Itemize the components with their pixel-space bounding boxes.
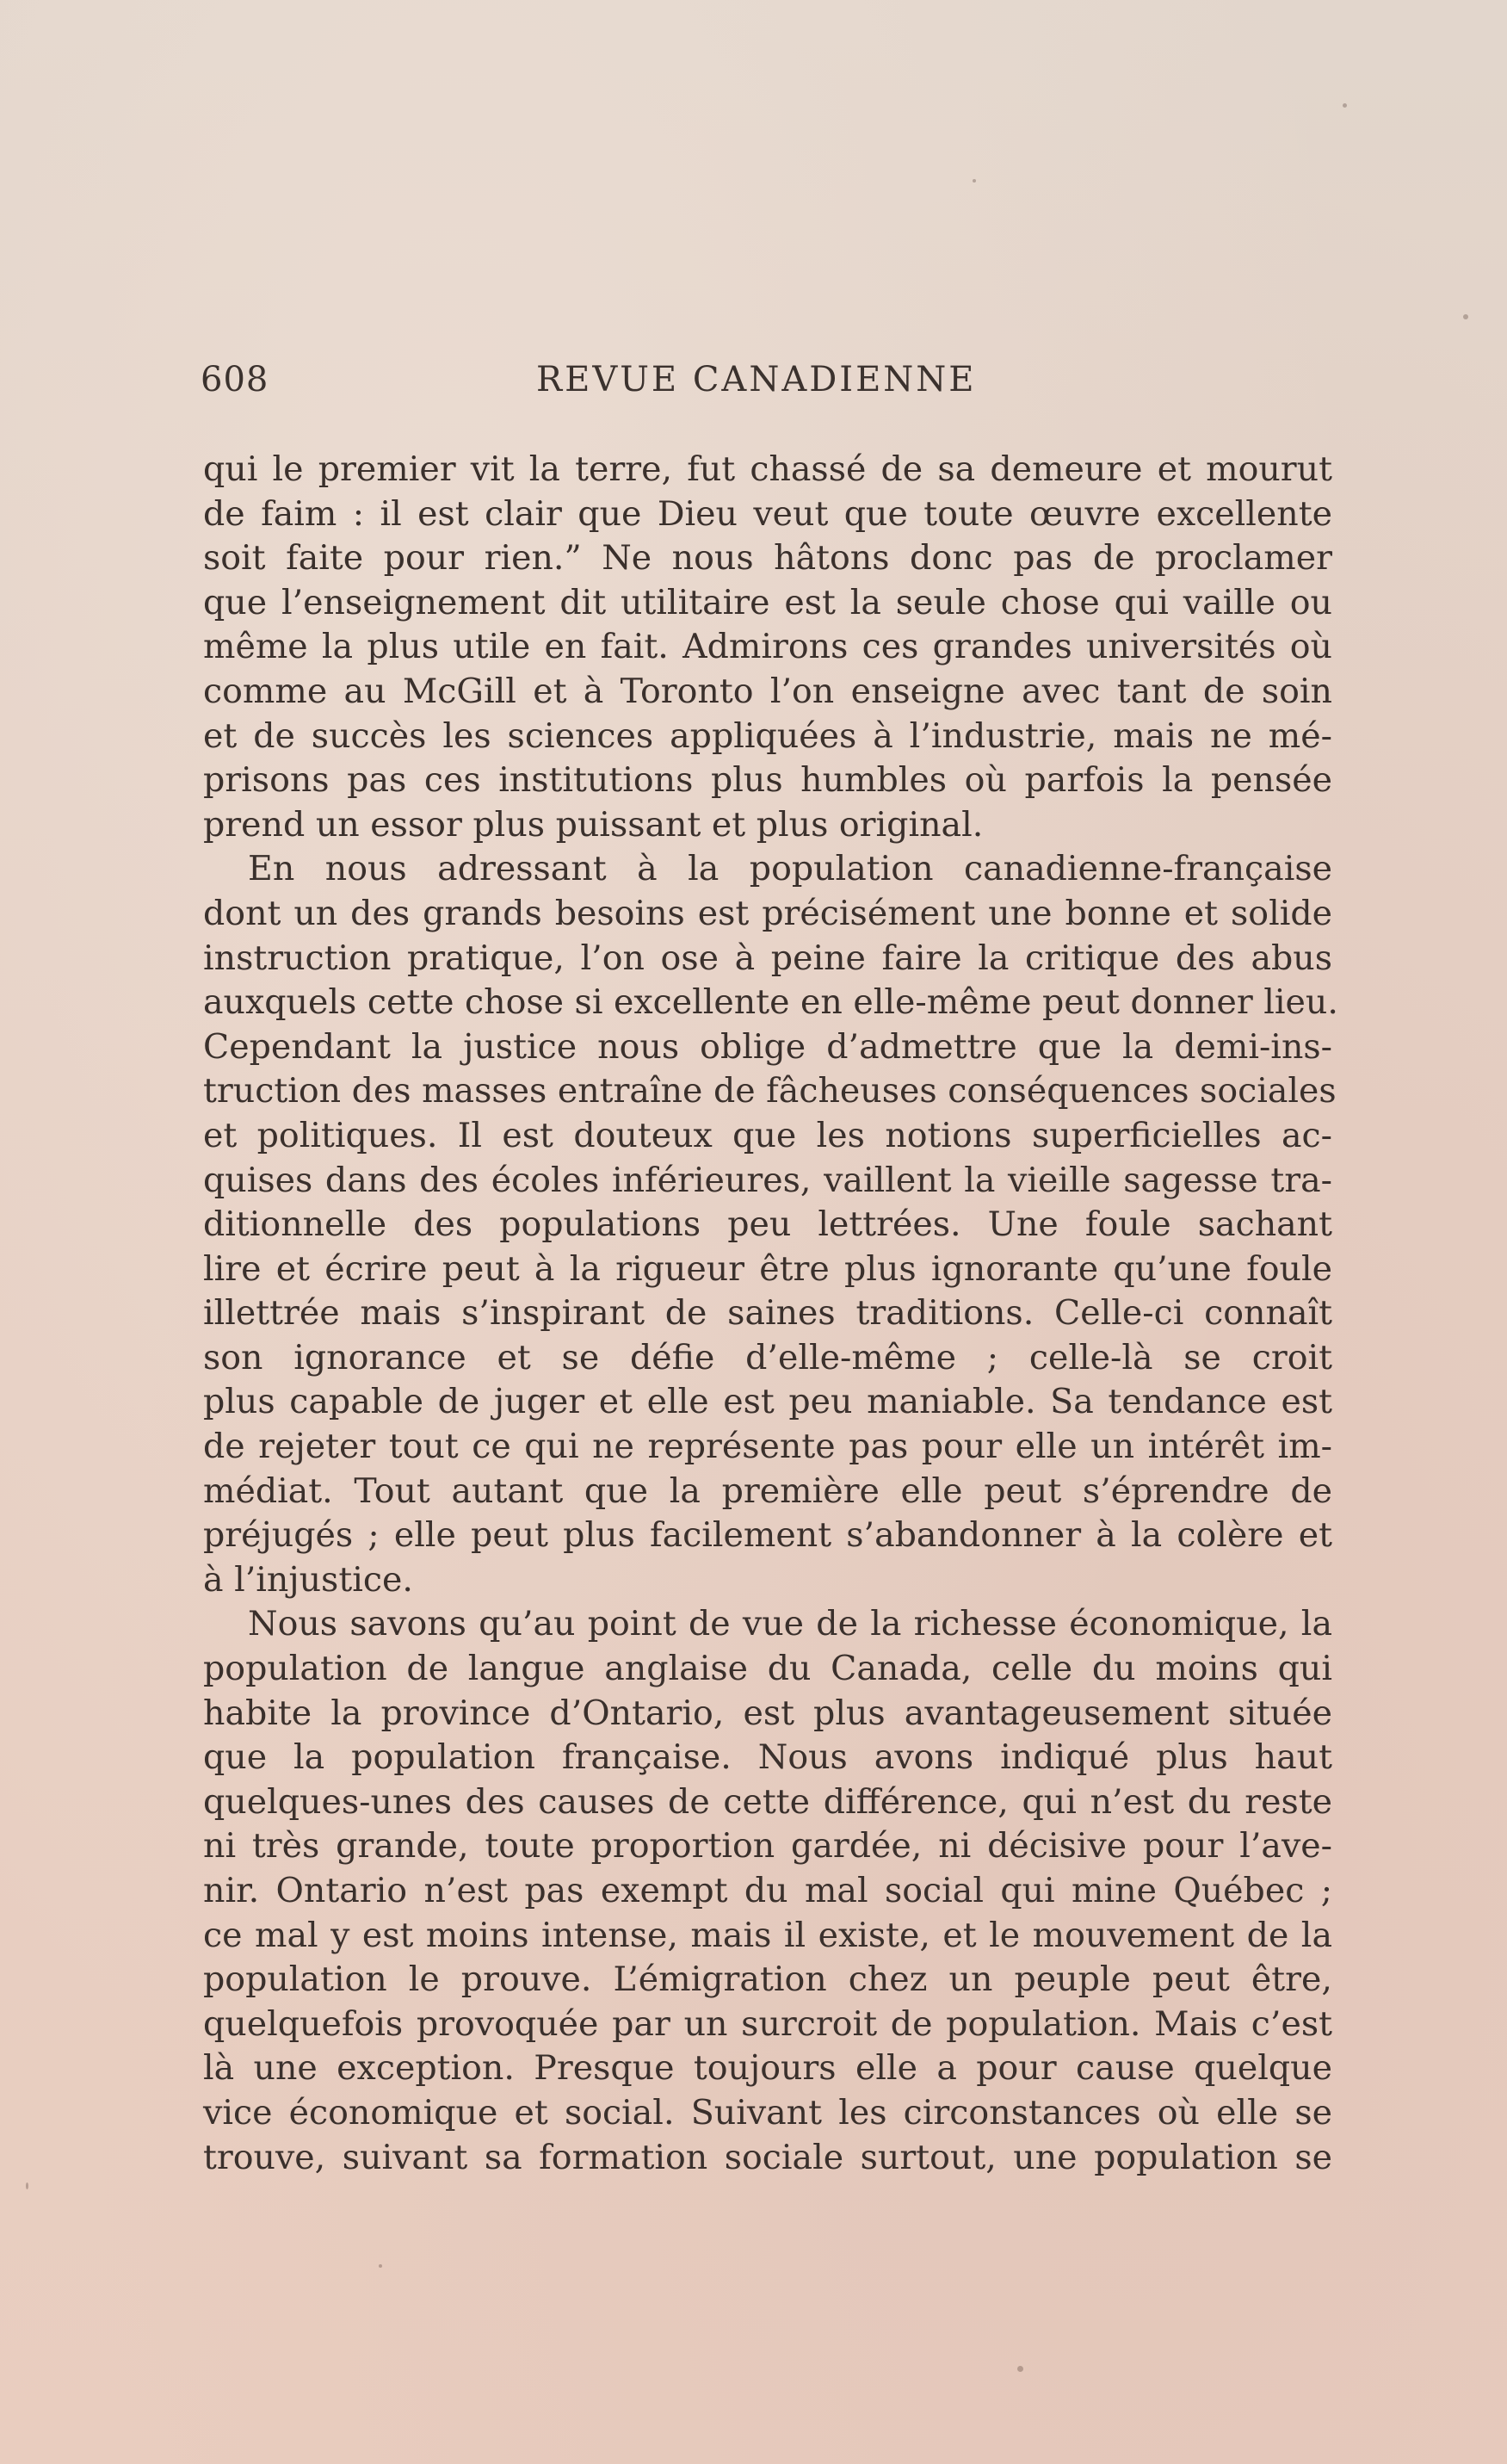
paragraph-2 bbox=[203, 847, 1338, 1602]
body-text bbox=[203, 448, 1338, 2180]
text-line: lire et écrire peut à la rigueur être plus ignorante qu’une foule bbox=[203, 1248, 1332, 1289]
text-line: nir. Ontario n’est pas exempt du mal social qui mine Québec ; bbox=[203, 1871, 1332, 1910]
text-line: quises dans des écoles inférieures, vaillent la vieille sagesse tra- bbox=[203, 1160, 1332, 1200]
text-line: prisons pas ces institutions plus humbles où parfois la pensée bbox=[203, 760, 1332, 801]
text-line: là une exception. Presque toujours elle a pour cause quelque bbox=[203, 2048, 1332, 2089]
paragraph-3 bbox=[203, 1602, 1332, 2180]
paper-speck bbox=[1463, 314, 1468, 319]
running-head bbox=[201, 360, 1337, 412]
text-line: ce mal y est moins intense, mais il existe, et le mouvement de la bbox=[203, 1915, 1332, 1955]
paper-speck bbox=[1017, 2366, 1023, 2372]
text-line: comme au McGill et à Toronto l’on enseigne avec tant de soin bbox=[203, 671, 1332, 711]
text-line: En nous adressant à la population canadienne-française bbox=[248, 849, 1332, 889]
paragraph-1 bbox=[203, 448, 1332, 847]
text-line: illettrée mais s’inspirant de saines traditions. Celle-ci connaît bbox=[203, 1293, 1332, 1334]
text-line: et de succès les sciences appliquées à l’industrie, mais ne mé- bbox=[203, 715, 1332, 756]
paper-speck bbox=[26, 2182, 28, 2189]
text-line: Nous savons qu’au point de vue de la richesse économique, la bbox=[248, 1604, 1332, 1644]
text-line: soit faite pour rien.” Ne nous hâtons donc pas de proclamer bbox=[203, 538, 1332, 579]
text-line: que la population française. Nous avons indiqué plus haut bbox=[203, 1737, 1332, 1778]
text-line: dont un des grands besoins est précisément une bonne et solide bbox=[203, 893, 1332, 933]
text-line: quelquefois provoquée par un surcroit de population. Mais c’est bbox=[203, 2003, 1332, 2044]
text-line: habite la province d’Ontario, est plus avantageusement située bbox=[203, 1693, 1332, 1733]
text-line: truction des masses entraîne de fâcheuses conséquences sociales bbox=[203, 1071, 1337, 1111]
text-line: ditionnelle des populations peu lettrées. Une foule sachant bbox=[203, 1204, 1332, 1245]
text-line: de faim : il est clair que Dieu veut que toute œuvre excellente bbox=[203, 493, 1332, 534]
text-line: quelques-unes des causes de cette différence, qui n’est du reste bbox=[203, 1781, 1332, 1822]
paper-speck bbox=[1343, 103, 1347, 108]
text-line: population de langue anglaise du Canada, celle du moins qui bbox=[203, 1649, 1332, 1689]
paper-speck bbox=[973, 179, 976, 183]
text-line: préjugés ; elle peut plus facilement s’abandonner à la colère et bbox=[203, 1515, 1332, 1556]
text-line: plus capable de juger et elle est peu maniable. Sa tendance est bbox=[203, 1382, 1332, 1422]
text-line: son ignorance et se défie d’elle-même ; celle-là se croit bbox=[203, 1337, 1332, 1377]
text-line: population le prouve. L’émigration chez un peuple peut être, bbox=[203, 1959, 1332, 2000]
text-line: que l’enseignement dit utilitaire est la seule chose qui vaille ou bbox=[203, 582, 1332, 622]
text-line: et politiques. Il est douteux que les notions superficielles ac- bbox=[203, 1115, 1332, 1155]
text-line: médiat. Tout autant que la première elle peut s’éprendre de bbox=[203, 1470, 1332, 1511]
text-line: vice économique et social. Suivant les circonstances où elle se bbox=[203, 2092, 1332, 2133]
text-line: à l’injustice. bbox=[203, 1559, 413, 1600]
journal-title: REVUE CANADIENNE bbox=[536, 360, 977, 399]
text-line: de rejeter tout ce qui ne représente pas pour elle un intérêt im- bbox=[203, 1427, 1332, 1467]
text-line: qui le premier vit la terre, fut chassé de sa demeure et mourut bbox=[203, 449, 1332, 489]
text-line: même la plus utile en fait. Admirons ces grandes universités où bbox=[203, 627, 1332, 667]
text-line: ni très grande, toute proportion gardée, ni décisive pour l’ave- bbox=[203, 1826, 1332, 1867]
paper-speck bbox=[379, 2264, 382, 2268]
page-number: 608 bbox=[201, 360, 269, 399]
text-line: Cependant la justice nous oblige d’admettre que la demi-ins- bbox=[203, 1026, 1332, 1067]
text-line: prend un essor plus puissant et plus original. bbox=[203, 804, 984, 845]
text-line: auxquels cette chose si excellente en elle-même peut donner lieu. bbox=[203, 982, 1338, 1023]
text-line: trouve, suivant sa formation sociale surtout, une population se bbox=[203, 2137, 1332, 2177]
text-line: instruction pratique, l’on ose à peine faire la critique des abus bbox=[203, 938, 1332, 978]
